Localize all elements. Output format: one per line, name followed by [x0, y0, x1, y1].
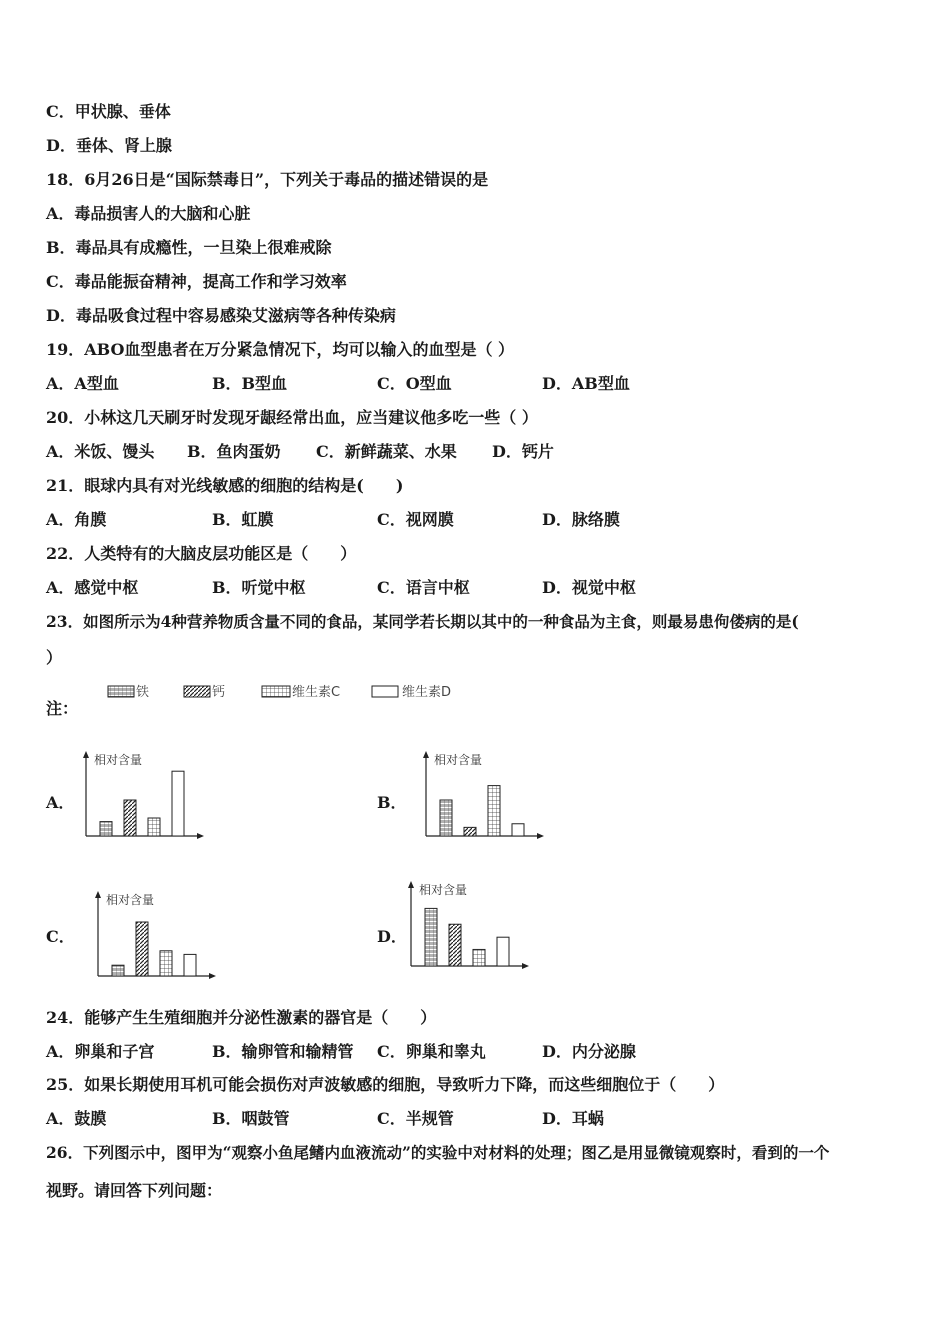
- bar-vitamin-d: [512, 824, 524, 836]
- bar-iron: [440, 800, 452, 836]
- bar-vitamin-d: [497, 937, 509, 966]
- bar-calcium: [124, 800, 136, 836]
- chart-c-label: C．: [46, 927, 75, 946]
- q22-option-b: B．听觉中枢: [212, 578, 306, 597]
- y-axis-arrow: [95, 891, 101, 898]
- legend-label-iron: 铁: [136, 685, 150, 700]
- option-line: C．甲状腺、垂体: [46, 102, 171, 121]
- question-18: 18．6月26日是“国际禁毒日”，下列关于毒品的描述错误的是: [46, 170, 489, 189]
- chart-b: [420, 748, 555, 843]
- q24-option-c: C．卵巢和睾丸: [377, 1042, 486, 1061]
- bar-vitamin-c: [488, 786, 500, 836]
- bar-vitamin-c: [160, 951, 172, 976]
- q21-option-c: C．视网膜: [377, 510, 454, 529]
- legend-swatch-vitamin-d: [372, 686, 398, 697]
- q25-option-c: C．半规管: [377, 1109, 454, 1128]
- q22-option-d: D．视觉中枢: [542, 578, 636, 597]
- bar-iron: [112, 965, 124, 976]
- chart-legend: [46, 680, 566, 720]
- q21-option-a: A．角膜: [46, 510, 107, 529]
- y-axis-arrow: [83, 751, 89, 758]
- q18-option-c: C．毒品能振奋精神，提高工作和学习效率: [46, 272, 347, 291]
- bar-calcium: [464, 827, 476, 836]
- y-axis-arrow: [408, 881, 414, 888]
- q25-option-b: B．咽鼓管: [212, 1109, 290, 1128]
- q24-option-b: B．输卵管和输精管: [212, 1042, 354, 1061]
- q20-option-c: C．新鲜蔬菜、水果: [316, 442, 457, 461]
- chart-title: 相对含量: [94, 753, 143, 767]
- bar-vitamin-c: [148, 818, 160, 836]
- q20-option-d: D．钙片: [492, 442, 554, 461]
- question-24: 24．能够产生生殖细胞并分泌性激素的器官是（ ）: [46, 1008, 437, 1027]
- bar-calcium: [136, 922, 148, 976]
- q18-option-b: B．毒品具有成瘾性，一旦染上很难戒除: [46, 238, 332, 257]
- question-21: 21．眼球内具有对光线敏感的细胞的结构是( ): [46, 476, 404, 495]
- note-label: 注：: [46, 699, 79, 718]
- question-20: 20．小林这几天刷牙时发现牙龈经常出血，应当建议他多吃一些（ ）: [46, 408, 538, 427]
- q21-option-b: B．虹膜: [212, 510, 274, 529]
- question-23: 23．如图所示为4种营养物质含量不同的食品，某同学若长期以其中的一种食品为主食，则最易患佝偻病的是(: [46, 612, 799, 631]
- q22-option-c: C．语言中枢: [377, 578, 470, 597]
- legend-label-vitamin-c: 维生素C: [292, 685, 341, 700]
- bar-calcium: [449, 924, 461, 966]
- chart-a: [80, 748, 210, 843]
- chart-b-label: B．: [377, 793, 407, 812]
- chart-title: 相对含量: [434, 753, 483, 767]
- chart-title: 相对含量: [106, 893, 155, 907]
- chart-a-label: A．: [46, 793, 75, 812]
- q19-option-c: C．O型血: [377, 374, 452, 393]
- question-22: 22．人类特有的大脑皮层功能区是（ ）: [46, 544, 357, 563]
- x-axis-arrow: [197, 833, 204, 839]
- option-line: D．垂体、肾上腺: [46, 136, 172, 155]
- x-axis-arrow: [209, 973, 216, 979]
- q22-option-a: A．感觉中枢: [46, 578, 139, 597]
- legend-label-vitamin-d: 维生素D: [402, 685, 452, 700]
- bar-iron: [100, 822, 112, 836]
- legend-svg: [106, 680, 546, 710]
- q19-option-d: D．AB型血: [542, 374, 630, 393]
- legend-swatch-vitamin-c: [262, 686, 290, 697]
- question-26-cont: 视野。请回答下列问题：: [46, 1181, 223, 1200]
- q25-option-d: D．耳蜗: [542, 1109, 604, 1128]
- q20-option-b: B．鱼肉蛋奶: [187, 442, 281, 461]
- q18-option-a: A．毒品损害人的大脑和心脏: [46, 204, 251, 223]
- legend-swatch-iron: [108, 686, 134, 697]
- q24-option-a: A．卵巢和子宫: [46, 1042, 155, 1061]
- chart-d: [405, 878, 540, 973]
- q19-option-b: B．B型血: [212, 374, 288, 393]
- x-axis-arrow: [537, 833, 544, 839]
- q24-option-d: D．内分泌腺: [542, 1042, 636, 1061]
- x-axis-arrow: [522, 963, 529, 969]
- legend-label-calcium: 钙: [212, 685, 226, 700]
- bar-iron: [425, 908, 437, 966]
- question-23-cont: ）: [46, 648, 63, 667]
- legend-swatch-calcium: [184, 686, 210, 697]
- q19-option-a: A．A型血: [46, 374, 119, 393]
- chart-c: [92, 888, 222, 983]
- question-19: 19．ABO血型患者在万分紧急情况下，均可以输入的血型是（ ）: [46, 340, 515, 359]
- bar-vitamin-c: [473, 949, 485, 966]
- bar-vitamin-d: [184, 954, 196, 976]
- question-26: 26．下列图示中，图甲为“观察小鱼尾鳍内血液流动”的实验中对材料的处理；图乙是用显微镜观察时，看到的一个: [46, 1143, 830, 1162]
- q25-option-a: A．鼓膜: [46, 1109, 107, 1128]
- q20-option-a: A．米饭、馒头: [46, 442, 155, 461]
- chart-title: 相对含量: [419, 883, 468, 897]
- q18-option-d: D．毒品吸食过程中容易感染艾滋病等各种传染病: [46, 306, 396, 325]
- bar-vitamin-d: [172, 771, 184, 836]
- y-axis-arrow: [423, 751, 429, 758]
- question-25: 25．如果长期使用耳机可能会损伤对声波敏感的细胞，导致听力下降，而这些细胞位于（ ）: [46, 1075, 725, 1094]
- chart-d-label: D．: [377, 927, 407, 946]
- q21-option-d: D．脉络膜: [542, 510, 620, 529]
